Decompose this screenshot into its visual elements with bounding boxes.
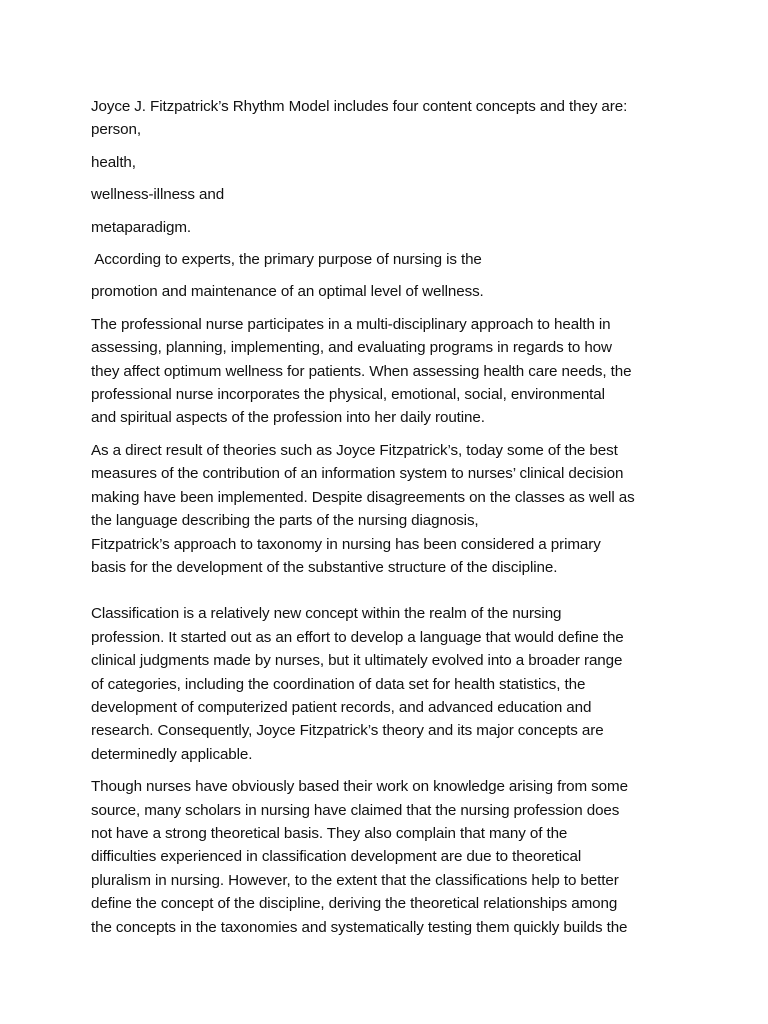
text-line: wellness-illness and [91,186,225,204]
text-line: promotion and maintenance of an optimal level of wellness. [91,283,484,301]
text-line: and spiritual aspects of the profession into her daily routine. [91,409,485,427]
text-line: the concepts in the taxonomies and systematically testing them quickly builds the [91,918,628,936]
text-line: they affect optimum wellness for patients. When assessing health care needs, the [91,362,632,380]
text-line: measures of the contribution of an information system to nurses’ clinical decision [91,465,624,483]
paragraph-classification [91,602,708,766]
text-line: determinedly applicable. [91,745,253,763]
text-line: pluralism in nursing. However, to the extent that the classifications help to better [91,871,619,889]
text-line: difficulties experienced in classification development are due to theoretical [91,848,582,866]
text-line: profession. It started out as an effort to develop a language that would define the [91,628,624,646]
text-line: Classification is a relatively new concept within the realm of the nursing [91,605,562,623]
text-line: making have been implemented. Despite disagreements on the classes as well as [91,488,635,506]
text-line: Fitzpatrick’s approach to taxonomy in nursing has been considered a primary [91,535,601,553]
text-line: clinical judgments made by nurses, but it ultimately evolved into a broader range [91,652,623,670]
paragraph-wellness-illness [91,183,708,206]
paragraph-health [91,151,708,174]
text-line: Though nurses have obviously based their work on knowledge arising from some [91,778,628,796]
text-line: basis for the development of the substantive structure of the discipline. [91,558,558,576]
text-line: research. Consequently, Joyce Fitzpatrick’s theory and its major concepts are [91,722,604,740]
text-line: person, [91,121,141,139]
text-line: metaparadigm. [91,218,191,236]
paragraph-professional-nurse [91,313,708,430]
text-line: health, [91,153,136,171]
text-line: source, many scholars in nursing have claimed that the nursing profession does [91,801,620,819]
paragraph-metaparadigm [91,216,708,239]
text-line: The professional nurse participates in a multi-disciplinary approach to health in [91,315,611,333]
paragraph-theoretical-basis [91,775,708,939]
paragraph-direct-result [91,439,708,579]
paragraph-promotion [91,280,708,303]
text-line: define the concept of the discipline, deriving the theoretical relationships among [91,895,618,913]
text-line: the language describing the parts of the nursing diagnosis, [91,512,479,530]
text-line: Joyce J. Fitzpatrick’s Rhythm Model includes four content concepts and they are: [91,98,628,115]
text-line: assessing, planning, implementing, and evaluating programs in regards to how [91,339,612,357]
text-line: As a direct result of theories such as Joyce Fitzpatrick’s, today some of the best [91,441,618,459]
paragraph-spacer [91,588,708,602]
text-line: According to experts, the primary purpose of nursing is the [91,251,482,269]
text-line: professional nurse incorporates the physical, emotional, social, environmental [91,386,605,404]
text-line: not have a strong theoretical basis. They also complain that many of the [91,824,568,842]
paragraph-purpose [91,248,708,271]
text-line: of categories, including the coordination of data set for health statistics, the [91,675,586,693]
text-line: development of computerized patient records, and advanced education and [91,698,592,716]
paragraph-content-concepts [91,95,708,142]
